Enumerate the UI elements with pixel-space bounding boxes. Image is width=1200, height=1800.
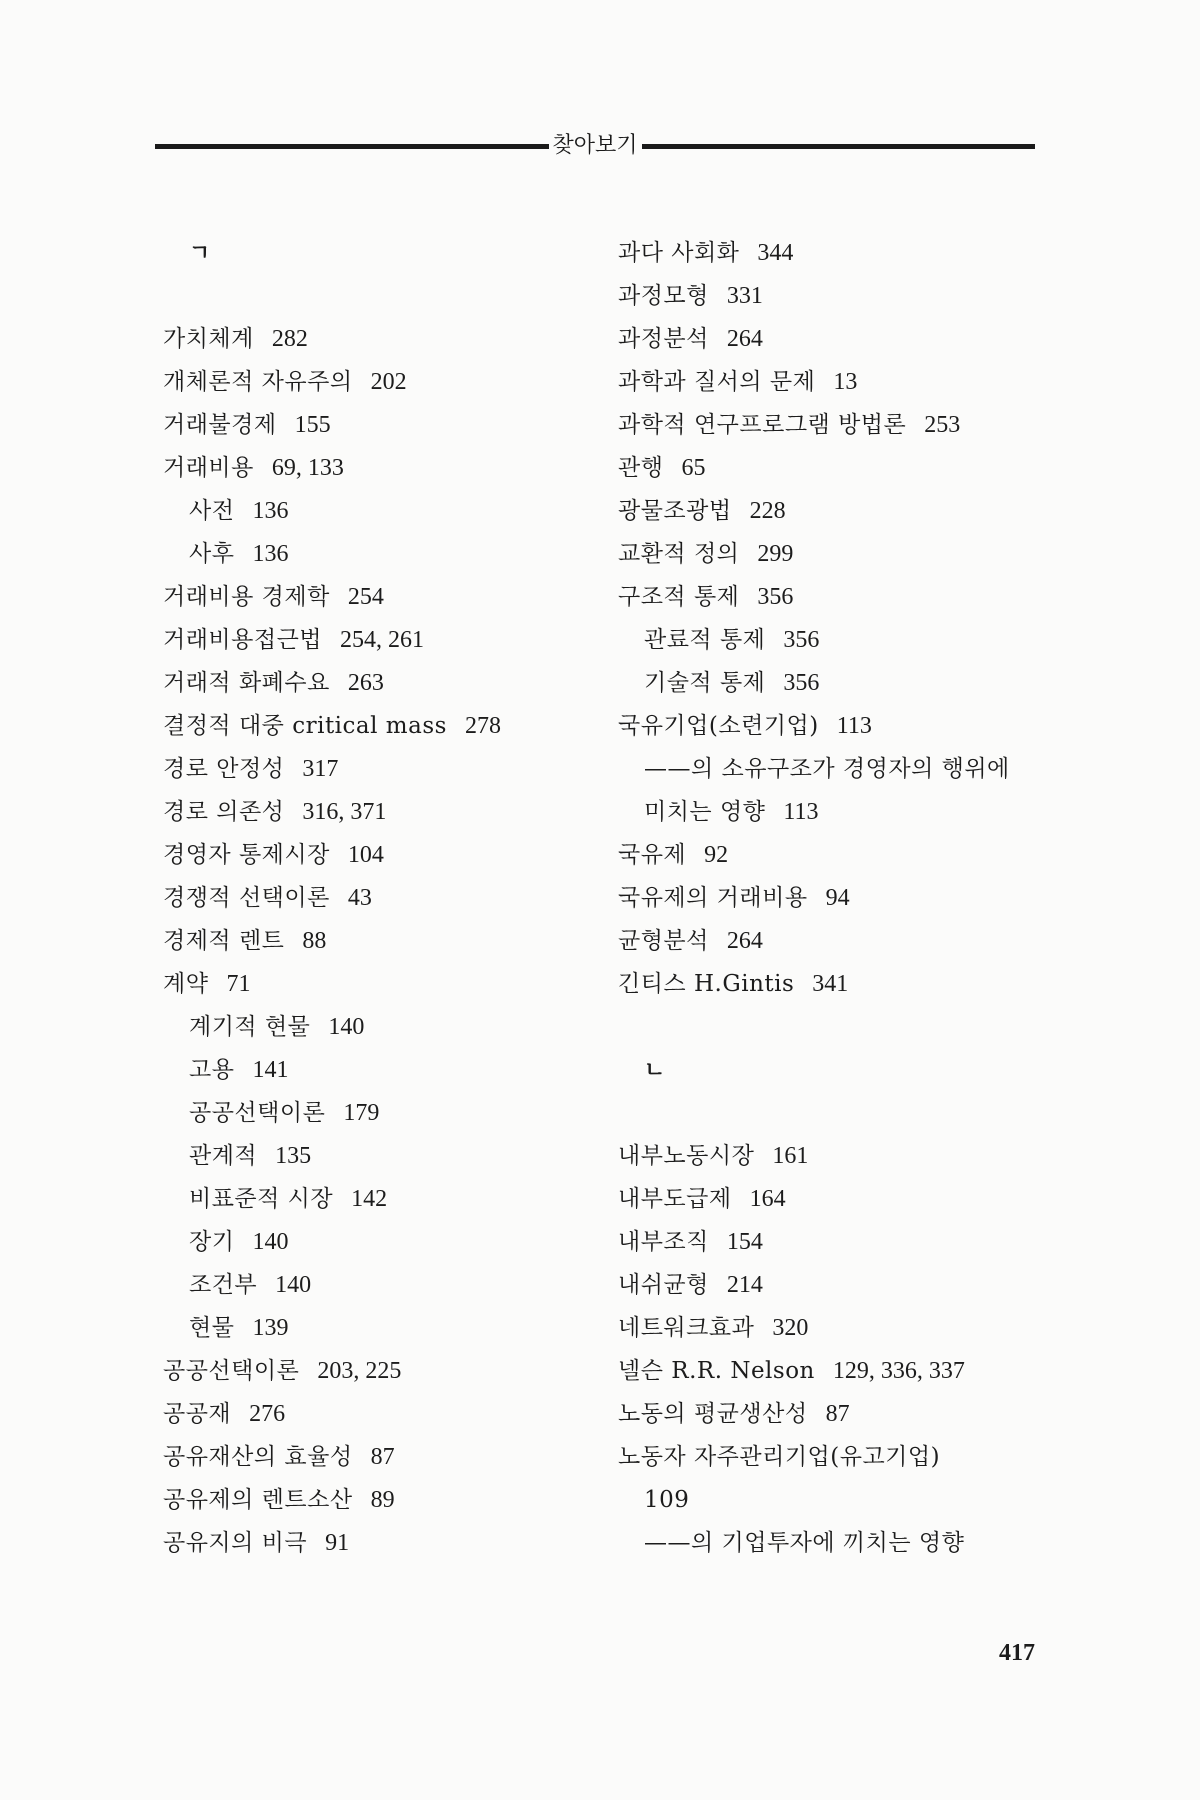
entry-pages: 320	[772, 1315, 809, 1341]
index-subentry	[618, 1522, 1048, 1565]
index-entry	[163, 1522, 593, 1565]
entry-term: 거래비용 경제학	[163, 584, 330, 610]
entry-pages: 264	[726, 326, 763, 352]
entry-term: 내부도급제	[618, 1186, 732, 1212]
index-entry	[618, 576, 1048, 619]
entry-term: 사전	[189, 498, 235, 524]
entry-term: 장기	[189, 1229, 235, 1255]
entry-pages: 13	[833, 369, 858, 395]
index-entry	[163, 963, 593, 1006]
index-subentry	[163, 1092, 593, 1135]
entry-pages: 228	[749, 498, 786, 524]
entry-pages: 154	[726, 1229, 763, 1255]
entry-term: 결정적 대중 critical mass	[163, 713, 447, 739]
entry-term: 개체론적 자유주의	[163, 369, 353, 395]
index-subentry	[618, 791, 1048, 834]
entry-term: 공공선택이론	[163, 1358, 300, 1384]
entry-pages: 356	[783, 670, 820, 696]
entry-pages: 87	[825, 1401, 850, 1427]
entry-pages: 344	[757, 240, 794, 266]
entry-term: 과정모형	[618, 283, 709, 309]
index-entry	[618, 533, 1048, 576]
entry-pages: 94	[825, 885, 850, 911]
index-subentry	[163, 1178, 593, 1221]
entry-term: 넬슨 R.R. Nelson	[618, 1358, 815, 1384]
index-entry	[618, 318, 1048, 361]
entry-pages: 161	[772, 1143, 809, 1169]
index-entry	[618, 490, 1048, 533]
entry-term: 거래비용	[163, 455, 254, 481]
entry-term: 계약	[163, 971, 209, 997]
entry-pages: 92	[704, 842, 729, 868]
entry-term: 거래비용접근법	[163, 627, 323, 653]
index-subentry	[163, 1307, 593, 1350]
entry-pages: 91	[325, 1530, 350, 1556]
running-header	[155, 128, 1035, 164]
entry-pages: 88	[302, 928, 327, 954]
entry-pages: 113	[836, 713, 872, 739]
entry-term: 교환적 정의	[618, 541, 740, 567]
entry-term: 노동자 자주관리기업(유고기업)	[618, 1444, 941, 1470]
entry-term: 공유제의 렌트소산	[163, 1487, 353, 1513]
blank-line	[163, 275, 593, 318]
entry-pages: 141	[252, 1057, 289, 1083]
index-entry	[618, 963, 1048, 1006]
entry-pages: 113	[783, 799, 819, 825]
index-entry	[618, 1264, 1048, 1307]
entry-term: 내부노동시장	[618, 1143, 755, 1169]
entry-pages: 264	[726, 928, 763, 954]
entry-pages: 253	[924, 412, 961, 438]
entry-pages: 69, 133	[271, 455, 344, 481]
entry-pages: 164	[749, 1186, 786, 1212]
entry-pages: 140	[252, 1229, 289, 1255]
entry-term: 과다 사회화	[618, 240, 740, 266]
entry-pages: 155	[294, 412, 331, 438]
index-subentry	[618, 748, 1048, 791]
entry-term: 현물	[189, 1315, 235, 1341]
entry-pages: 71	[226, 971, 251, 997]
index-entry	[618, 705, 1048, 748]
header-rule-right	[642, 144, 1036, 149]
index-subentry	[163, 1135, 593, 1178]
entry-pages: 43	[347, 885, 372, 911]
index-entry	[163, 318, 593, 361]
index-entry	[618, 361, 1048, 404]
entry-pages: 140	[328, 1014, 365, 1040]
entry-term: ——의 기업투자에 끼치는 영향	[644, 1530, 965, 1556]
entry-term: 공공선택이론	[189, 1100, 326, 1126]
index-subentry	[163, 1264, 593, 1307]
entry-pages: 214	[726, 1272, 763, 1298]
index-subentry	[163, 1006, 593, 1049]
entry-term: 네트워크효과	[618, 1315, 755, 1341]
entry-term: 기술적 통제	[644, 670, 766, 696]
index-entry	[163, 920, 593, 963]
entry-term: 과정분석	[618, 326, 709, 352]
index-entry	[618, 1393, 1048, 1436]
index-entry	[163, 576, 593, 619]
index-entry	[618, 404, 1048, 447]
index-entry	[163, 877, 593, 920]
entry-term: 조건부	[189, 1272, 258, 1298]
entry-term: 109	[644, 1487, 690, 1513]
entry-pages: 136	[252, 541, 289, 567]
entry-term: 비표준적 시장	[189, 1186, 334, 1212]
entry-term: 가치체계	[163, 326, 254, 352]
index-entry	[618, 275, 1048, 318]
entry-term: 계기적 현물	[189, 1014, 311, 1040]
entry-term: 고용	[189, 1057, 235, 1083]
entry-term: 공유재산의 효율성	[163, 1444, 353, 1470]
entry-term: 과학과 질서의 문제	[618, 369, 816, 395]
entry-pages: 135	[275, 1143, 312, 1169]
index-entry	[163, 748, 593, 791]
blank-line	[618, 1092, 1048, 1135]
entry-pages: 139	[252, 1315, 289, 1341]
entry-pages: 276	[249, 1401, 286, 1427]
entry-pages: 136	[252, 498, 289, 524]
entry-pages: 341	[812, 971, 849, 997]
entry-term: 미치는 영향	[644, 799, 766, 825]
entry-term: 내쉬균형	[618, 1272, 709, 1298]
entry-term: ——의 소유구조가 경영자의 행위에	[644, 756, 1010, 782]
index-entry	[618, 920, 1048, 963]
entry-pages: 331	[726, 283, 763, 309]
index-entry	[618, 447, 1048, 490]
entry-term: 구조적 통제	[618, 584, 740, 610]
index-entry	[618, 1135, 1048, 1178]
entry-pages: 299	[757, 541, 794, 567]
entry-pages: 356	[757, 584, 794, 610]
index-entry	[163, 361, 593, 404]
entry-term: 긴티스 H.Gintis	[618, 971, 795, 997]
entry-pages: 104	[347, 842, 384, 868]
index-entry	[618, 1221, 1048, 1264]
section-letter: ㄱ	[189, 241, 211, 266]
entry-term: 경영자 통제시장	[163, 842, 330, 868]
index-entry	[618, 232, 1048, 275]
entry-pages: 254	[347, 584, 384, 610]
entry-term: 거래적 화폐수요	[163, 670, 330, 696]
index-entry	[163, 705, 593, 748]
index-subentry	[618, 1479, 1048, 1522]
entry-term: 경제적 렌트	[163, 928, 285, 954]
index-column-left	[163, 232, 593, 1565]
entry-pages: 282	[271, 326, 308, 352]
entry-term: 거래불경제	[163, 412, 277, 438]
index-entry	[163, 1436, 593, 1479]
index-entry	[618, 1307, 1048, 1350]
entry-pages: 316, 371	[302, 799, 387, 825]
index-subentry	[163, 1049, 593, 1092]
entry-pages: 179	[343, 1100, 380, 1126]
index-column-right	[618, 232, 1048, 1565]
index-entry	[618, 1436, 1048, 1479]
index-entry	[163, 791, 593, 834]
entry-pages: 142	[351, 1186, 388, 1212]
entry-pages: 202	[370, 369, 407, 395]
entry-pages: 254, 261	[340, 627, 425, 653]
entry-pages: 129, 336, 337	[832, 1358, 965, 1384]
index-entry	[163, 1350, 593, 1393]
entry-pages: 87	[370, 1444, 395, 1470]
entry-term: 공공재	[163, 1401, 232, 1427]
index-subentry	[163, 1221, 593, 1264]
entry-term: 관료적 통제	[644, 627, 766, 653]
index-subentry	[163, 533, 593, 576]
entry-term: 관행	[618, 455, 664, 481]
index-entry	[163, 619, 593, 662]
entry-term: 경로 안정성	[163, 756, 285, 782]
entry-pages: 317	[302, 756, 339, 782]
entry-term: 국유기업(소련기업)	[618, 713, 819, 739]
index-entry	[163, 834, 593, 877]
entry-term: 과학적 연구프로그램 방법론	[618, 412, 907, 438]
entry-pages: 140	[275, 1272, 312, 1298]
section-letter: ㄴ	[644, 1058, 666, 1083]
entry-pages: 278	[464, 713, 501, 739]
entry-term: 국유제	[618, 842, 687, 868]
entry-term: 광물조광법	[618, 498, 732, 524]
index-entry	[618, 1350, 1048, 1393]
entry-pages: 356	[783, 627, 820, 653]
index-entry	[163, 1479, 593, 1522]
index-entry	[618, 1178, 1048, 1221]
header-rule-left	[155, 144, 549, 149]
entry-term: 내부조직	[618, 1229, 709, 1255]
index-entry	[618, 834, 1048, 877]
blank-line	[618, 1006, 1048, 1049]
index-subentry	[618, 662, 1048, 705]
entry-term: 노동의 평균생산성	[618, 1401, 808, 1427]
entry-term: 공유지의 비극	[163, 1530, 308, 1556]
header-title: 찾아보기	[552, 133, 638, 158]
entry-term: 경로 의존성	[163, 799, 285, 825]
entry-term: 국유제의 거래비용	[618, 885, 808, 911]
entry-term: 균형분석	[618, 928, 709, 954]
page-number: 417	[999, 1640, 1035, 1666]
index-entry	[163, 662, 593, 705]
entry-term: 관계적	[189, 1143, 258, 1169]
index-entry	[163, 447, 593, 490]
entry-pages: 89	[370, 1487, 395, 1513]
index-entry	[163, 404, 593, 447]
entry-pages: 263	[347, 670, 384, 696]
index-subentry	[618, 619, 1048, 662]
entry-pages: 203, 225	[317, 1358, 402, 1384]
index-subentry	[163, 490, 593, 533]
index-entry	[618, 877, 1048, 920]
entry-pages: 65	[681, 455, 706, 481]
entry-term: 경쟁적 선택이론	[163, 885, 330, 911]
entry-term: 사후	[189, 541, 235, 567]
index-entry	[163, 1393, 593, 1436]
